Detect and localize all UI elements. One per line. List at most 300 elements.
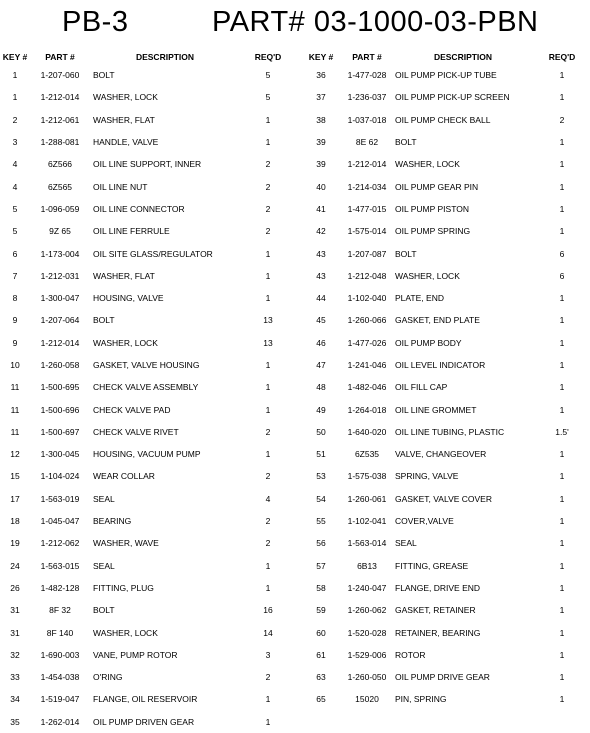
quantity-cell: 1 — [559, 582, 565, 593]
description-cell: OIL LINE NUT — [93, 181, 148, 192]
quantity-cell: 1 — [265, 270, 271, 281]
key-cell: 56 — [316, 538, 326, 549]
quantity-cell: 4 — [265, 493, 271, 504]
description-cell: WASHER, FLAT — [93, 270, 155, 281]
key-cell: 11 — [10, 404, 20, 415]
part-number-cell: 1-500-695 — [40, 382, 80, 393]
key-cell: 2 — [12, 114, 18, 125]
description-cell: BOLT — [93, 605, 115, 616]
key-cell: 5 — [12, 226, 18, 237]
quantity-cell: 1 — [559, 203, 565, 214]
quantity-cell: 1 — [559, 360, 565, 370]
part-number-cell: 1-519-047 — [40, 694, 80, 705]
part-number-cell: 1-037-018 — [347, 114, 387, 125]
description-cell: OIL SITE GLASS/REGULATOR — [93, 248, 213, 259]
quantity-cell: 13 — [263, 337, 273, 348]
part-number-cell: 1-482-128 — [40, 582, 80, 593]
description-cell: OIL PUMP DRIVEN GEAR — [93, 716, 195, 727]
key-cell: 4 — [12, 159, 18, 170]
table-row — [300, 510, 590, 532]
description-cell: CHECK VALVE ASSEMBLY — [93, 382, 199, 393]
table-row — [0, 577, 296, 599]
key-cell: 35 — [10, 716, 20, 727]
part-number-cell: 1-212-014 — [347, 159, 387, 170]
key-cell: 39 — [316, 137, 326, 148]
description-cell: OIL LINE FERRULE — [93, 226, 170, 237]
table-row — [300, 131, 590, 153]
key-cell: 47 — [316, 360, 326, 370]
key-cell: 9 — [12, 337, 18, 348]
description-cell: OIL PUMP GEAR PIN — [395, 181, 479, 192]
key-cell: 31 — [10, 627, 20, 638]
quantity-cell: 2 — [265, 426, 271, 437]
description-cell: GASKET, VALVE HOUSING — [93, 360, 200, 370]
quantity-cell: 14 — [263, 627, 273, 638]
table-row — [0, 644, 296, 666]
description-cell: OIL PUMP DRIVE GEAR — [395, 672, 490, 683]
table-row — [300, 488, 590, 510]
description-cell: VALVE, CHANGEOVER — [395, 449, 487, 460]
key-cell: 3 — [12, 137, 18, 148]
table-row — [0, 153, 296, 175]
description-cell: CHECK VALVE RIVET — [93, 426, 179, 437]
table-row — [0, 332, 296, 354]
table-row — [0, 64, 296, 86]
part-number-cell: 8F 32 — [49, 605, 71, 616]
quantity-cell: 1 — [559, 70, 565, 81]
key-cell: 42 — [316, 226, 326, 237]
table-row — [300, 644, 590, 666]
key-cell: 60 — [316, 627, 326, 638]
key-cell: 19 — [10, 538, 20, 549]
part-number-cell: 1-260-066 — [347, 315, 387, 326]
part-number-cell: 1-264-018 — [347, 404, 387, 415]
parts-list-header — [0, 6, 590, 42]
table-row — [300, 666, 590, 688]
description-cell: OIL PUMP PISTON — [395, 203, 470, 214]
key-cell: 45 — [316, 315, 326, 326]
description-cell: ROTOR — [395, 649, 426, 660]
description-cell: SPRING, VALVE — [395, 471, 459, 482]
part-number-cell: 15020 — [355, 694, 379, 705]
key-cell: 59 — [316, 605, 326, 616]
quantity-cell: 2 — [265, 159, 271, 170]
part-number-cell: 1-214-034 — [347, 181, 387, 192]
table-row — [300, 398, 590, 420]
table-row — [0, 621, 296, 643]
part-number-cell: 1-104-024 — [40, 471, 80, 482]
key-cell: 17 — [10, 493, 20, 504]
part-number-cell: 1-575-038 — [347, 471, 387, 482]
quantity-cell: 1 — [559, 605, 565, 616]
description-cell: OIL PUMP CHECK BALL — [395, 114, 491, 125]
quantity-cell: 1 — [559, 471, 565, 482]
description-cell: BOLT — [395, 248, 417, 259]
part-number-cell: 1-212-048 — [347, 270, 387, 281]
key-cell: 12 — [10, 449, 20, 460]
description-cell: WASHER, LOCK — [395, 270, 460, 281]
key-cell: 8 — [12, 293, 18, 304]
quantity-cell: 1 — [559, 92, 565, 103]
part-number-cell: 1-477-026 — [347, 337, 387, 348]
key-cell: 18 — [10, 516, 20, 527]
table-row — [300, 555, 590, 577]
part-number-cell: 1-520-028 — [347, 627, 387, 638]
key-cell: 1 — [12, 70, 18, 81]
part-number-cell: 1-690-003 — [40, 649, 80, 660]
quantity-cell: 1 — [559, 694, 565, 705]
description-cell: OIL PUMP PICK-UP SCREEN — [395, 92, 510, 103]
quantity-cell: 2 — [265, 538, 271, 549]
key-cell: 63 — [316, 672, 326, 683]
description-cell: OIL PUMP PICK-UP TUBE — [395, 70, 497, 81]
key-cell: 41 — [316, 203, 326, 214]
quantity-cell: 1 — [559, 493, 565, 504]
key-cell: 39 — [316, 159, 326, 170]
key-cell: 34 — [10, 694, 20, 705]
column-header-key: KEY # — [2, 52, 28, 62]
description-cell: OIL LINE SUPPORT, INNER — [93, 159, 202, 170]
quantity-cell: 6 — [559, 248, 565, 259]
part-number-cell: 1-640-020 — [347, 426, 387, 437]
key-cell: 9 — [12, 315, 18, 326]
table-row — [300, 86, 590, 108]
key-cell: 31 — [10, 605, 20, 616]
column-header-description: DESCRIPTION — [433, 52, 493, 62]
table-row — [300, 354, 590, 376]
table-row — [0, 376, 296, 398]
description-cell: SEAL — [93, 560, 115, 571]
quantity-cell: 1 — [559, 538, 565, 549]
column-header-part: PART # — [352, 52, 382, 62]
part-number-cell: 1-575-014 — [347, 226, 387, 237]
description-cell: BEARING — [93, 516, 132, 527]
description-cell: GASKET, RETAINER — [395, 605, 476, 616]
key-cell: 58 — [316, 582, 326, 593]
description-cell: CHECK VALVE PAD — [93, 404, 171, 415]
quantity-cell: 1 — [559, 516, 565, 527]
part-number-cell: 1-500-697 — [40, 426, 80, 437]
table-row — [300, 577, 590, 599]
quantity-cell: 2 — [265, 516, 271, 527]
table-row — [300, 220, 590, 242]
description-cell: BOLT — [395, 137, 417, 148]
key-cell: 11 — [10, 426, 20, 437]
table-row — [300, 332, 590, 354]
part-number-cell: 1-241-046 — [347, 360, 387, 370]
part-number-cell: 1-482-046 — [347, 382, 387, 393]
table-row — [0, 354, 296, 376]
quantity-cell: 2 — [265, 181, 271, 192]
table-row — [0, 220, 296, 242]
quantity-cell: 2 — [265, 226, 271, 237]
table-row — [300, 599, 590, 621]
key-cell: 46 — [316, 337, 326, 348]
table-row — [300, 153, 590, 175]
table-row — [300, 64, 590, 86]
key-cell: 24 — [10, 560, 20, 571]
key-cell: 26 — [10, 582, 20, 593]
quantity-cell: 2 — [265, 672, 271, 683]
key-cell: 5 — [12, 203, 18, 214]
part-number-cell: 1-207-060 — [40, 70, 80, 81]
part-number-cell: 1-045-047 — [40, 516, 80, 527]
table-row — [0, 309, 296, 331]
description-cell: FLANGE, DRIVE END — [395, 582, 481, 593]
column-header-description: DESCRIPTION — [135, 52, 195, 62]
table-row — [0, 488, 296, 510]
quantity-cell: 1 — [559, 337, 565, 348]
table-row — [0, 175, 296, 197]
description-cell: WASHER, LOCK — [395, 159, 460, 170]
part-number-title: PART# 03-1000-03-PBN — [212, 6, 539, 38]
table-row — [300, 309, 590, 331]
quantity-cell: 1 — [559, 404, 565, 415]
table-row — [300, 421, 590, 443]
quantity-cell: 1 — [265, 137, 271, 148]
table-row — [0, 465, 296, 487]
description-cell: GASKET, END PLATE — [395, 315, 480, 326]
quantity-cell: 2 — [559, 114, 565, 125]
quantity-cell: 1 — [559, 627, 565, 638]
quantity-cell: 6 — [559, 270, 565, 281]
key-cell: 44 — [316, 293, 326, 304]
table-row — [0, 198, 296, 220]
description-cell: PIN, SPRING — [395, 694, 447, 705]
parts-table-right-body — [300, 64, 590, 711]
quantity-cell: 16 — [263, 605, 273, 616]
part-number-cell: 1-563-019 — [40, 493, 80, 504]
quantity-cell: 1 — [265, 694, 271, 705]
description-cell: SEAL — [93, 493, 115, 504]
quantity-cell: 2 — [265, 471, 271, 482]
part-number-cell: 1-300-045 — [40, 449, 80, 460]
description-cell: OIL FILL CAP — [395, 382, 448, 393]
table-row — [0, 599, 296, 621]
key-cell: 53 — [316, 471, 326, 482]
table-row — [0, 421, 296, 443]
description-cell: BOLT — [93, 315, 115, 326]
table-row — [0, 555, 296, 577]
description-cell: RETAINER, BEARING — [395, 627, 481, 638]
quantity-cell: 1 — [265, 404, 271, 415]
key-cell: 48 — [316, 382, 326, 393]
quantity-cell: 1 — [559, 293, 565, 304]
table-row — [300, 198, 590, 220]
quantity-cell: 13 — [263, 315, 273, 326]
table-row — [300, 287, 590, 309]
description-cell: SEAL — [395, 538, 417, 549]
description-cell: OIL LINE CONNECTOR — [93, 203, 185, 214]
key-cell: 49 — [316, 404, 326, 415]
description-cell: HANDLE, VALVE — [93, 137, 159, 148]
part-number-cell: 1-260-061 — [347, 493, 387, 504]
part-number-cell: 8F 140 — [46, 627, 74, 638]
table-row — [300, 376, 590, 398]
part-number-cell: 1-240-047 — [347, 582, 387, 593]
quantity-cell: 1 — [265, 114, 271, 125]
part-number-cell: 1-260-062 — [347, 605, 387, 616]
table-row — [300, 465, 590, 487]
description-cell: VANE, PUMP ROTOR — [93, 649, 178, 660]
parts-table-left-body — [0, 64, 296, 733]
description-cell: WASHER, LOCK — [93, 92, 158, 103]
part-number-cell: 1-102-040 — [347, 293, 387, 304]
table-row — [300, 688, 590, 710]
quantity-cell: 1 — [559, 181, 565, 192]
part-number-cell: 1-563-014 — [347, 538, 387, 549]
quantity-cell: 3 — [265, 649, 271, 660]
quantity-cell: 1 — [559, 449, 565, 460]
key-cell: 4 — [12, 181, 18, 192]
description-cell: WASHER, LOCK — [93, 337, 158, 348]
key-cell: 51 — [316, 449, 326, 460]
table-row — [0, 398, 296, 420]
description-cell: WASHER, LOCK — [93, 627, 158, 638]
table-row — [0, 443, 296, 465]
part-number-cell: 1-563-015 — [40, 560, 80, 571]
table-row — [0, 688, 296, 710]
description-cell: OIL PUMP BODY — [395, 337, 462, 348]
part-number-cell: 1-096-059 — [40, 203, 80, 214]
key-cell: 15 — [10, 471, 20, 482]
description-cell: WASHER, WAVE — [93, 538, 159, 549]
table-row — [0, 666, 296, 688]
table-row — [300, 621, 590, 643]
description-cell: FITTING, GREASE — [395, 560, 469, 571]
key-cell: 1 — [12, 92, 18, 103]
key-cell: 38 — [316, 114, 326, 125]
part-number-cell: 1-212-014 — [40, 337, 80, 348]
table-row — [0, 242, 296, 264]
table-header-row — [0, 50, 296, 64]
table-row — [0, 109, 296, 131]
quantity-cell: 5 — [265, 70, 271, 81]
part-number-cell: 1-173-004 — [40, 248, 80, 259]
key-cell: 6 — [12, 248, 18, 259]
part-number-cell: 6B13 — [357, 560, 377, 571]
part-number-cell: 6Z565 — [47, 181, 73, 192]
quantity-cell: 1 — [559, 159, 565, 170]
part-number-cell: 1-454-038 — [40, 672, 80, 683]
quantity-cell: 1 — [265, 382, 271, 393]
part-number-cell: 6Z566 — [47, 159, 73, 170]
part-number-cell: 9Z 65 — [49, 226, 71, 237]
parts-table-left — [0, 50, 296, 733]
key-cell: 11 — [10, 382, 20, 393]
quantity-cell: 1 — [559, 649, 565, 660]
key-cell: 43 — [316, 270, 326, 281]
part-number-cell: 1-300-047 — [40, 293, 80, 304]
description-cell: OIL PUMP SPRING — [395, 226, 471, 237]
part-number-cell: 1-260-050 — [347, 672, 387, 683]
quantity-cell: 1 — [559, 137, 565, 148]
quantity-cell: 1 — [559, 560, 565, 571]
table-row — [0, 131, 296, 153]
key-cell: 36 — [316, 70, 326, 81]
description-cell: FLANGE, OIL RESERVOIR — [93, 694, 198, 705]
quantity-cell: 1 — [559, 382, 565, 393]
table-row — [300, 242, 590, 264]
quantity-cell: 1 — [265, 248, 271, 259]
part-number-cell: 6Z535 — [354, 449, 380, 460]
key-cell: 7 — [12, 270, 18, 281]
key-cell: 55 — [316, 516, 326, 527]
description-cell: OIL LEVEL INDICATOR — [395, 360, 486, 370]
description-cell: FITTING, PLUG — [93, 582, 154, 593]
quantity-cell: 1 — [265, 293, 271, 304]
description-cell: HOUSING, VALVE — [93, 293, 164, 304]
key-cell: 54 — [316, 493, 326, 504]
quantity-cell: 1 — [559, 226, 565, 237]
key-cell: 61 — [316, 649, 326, 660]
part-number-cell: 1-288-081 — [40, 137, 80, 148]
part-number-cell: 1-207-087 — [347, 248, 387, 259]
table-row — [0, 265, 296, 287]
table-row — [0, 86, 296, 108]
quantity-cell: 1 — [265, 582, 271, 593]
key-cell: 32 — [10, 649, 20, 660]
table-row — [300, 175, 590, 197]
table-row — [0, 287, 296, 309]
column-header-part: PART # — [45, 52, 75, 62]
part-number-cell: 1-236-037 — [347, 92, 387, 103]
key-cell: 33 — [10, 672, 20, 683]
parts-table-right — [300, 50, 590, 711]
model-title: PB-3 — [62, 6, 129, 38]
description-cell: O'RING — [93, 672, 123, 683]
part-number-cell: 8E 62 — [355, 137, 379, 148]
part-number-cell: 1-102-041 — [347, 516, 387, 527]
part-number-cell: 1-260-058 — [40, 360, 80, 370]
key-cell: 40 — [316, 181, 326, 192]
key-cell: 43 — [316, 248, 326, 259]
description-cell: GASKET, VALVE COVER — [395, 493, 492, 504]
part-number-cell: 1-212-014 — [40, 92, 80, 103]
quantity-cell: 2 — [265, 203, 271, 214]
quantity-cell: 5 — [265, 92, 271, 103]
part-number-cell: 1-477-015 — [347, 203, 387, 214]
part-number-cell: 1-207-064 — [40, 315, 80, 326]
table-row — [300, 265, 590, 287]
column-header-key: KEY # — [308, 52, 334, 62]
part-number-cell: 1-500-696 — [40, 404, 80, 415]
column-header-reqd: REQ'D — [548, 52, 576, 62]
table-header-row — [300, 50, 590, 64]
quantity-cell: 1 — [265, 360, 271, 370]
description-cell: BOLT — [93, 70, 115, 81]
table-row — [300, 443, 590, 465]
quantity-cell: 1 — [265, 449, 271, 460]
part-number-cell: 1-262-014 — [40, 716, 80, 727]
part-number-cell: 1-477-028 — [347, 70, 387, 81]
description-cell: OIL LINE GROMMET — [395, 404, 477, 415]
description-cell: HOUSING, VACUUM PUMP — [93, 449, 201, 460]
part-number-cell: 1-529-006 — [347, 649, 387, 660]
table-row — [300, 532, 590, 554]
key-cell: 65 — [316, 694, 326, 705]
table-row — [0, 510, 296, 532]
description-cell: COVER,VALVE — [395, 516, 454, 527]
part-number-cell: 1-212-061 — [40, 114, 80, 125]
quantity-cell: 1 — [559, 315, 565, 326]
description-cell: WEAR COLLAR — [93, 471, 155, 482]
part-number-cell: 1-212-062 — [40, 538, 80, 549]
quantity-cell: 1 — [265, 716, 271, 727]
quantity-cell: 1 — [559, 672, 565, 683]
quantity-cell: 1 — [265, 560, 271, 571]
quantity-cell: 1.5' — [555, 426, 569, 437]
